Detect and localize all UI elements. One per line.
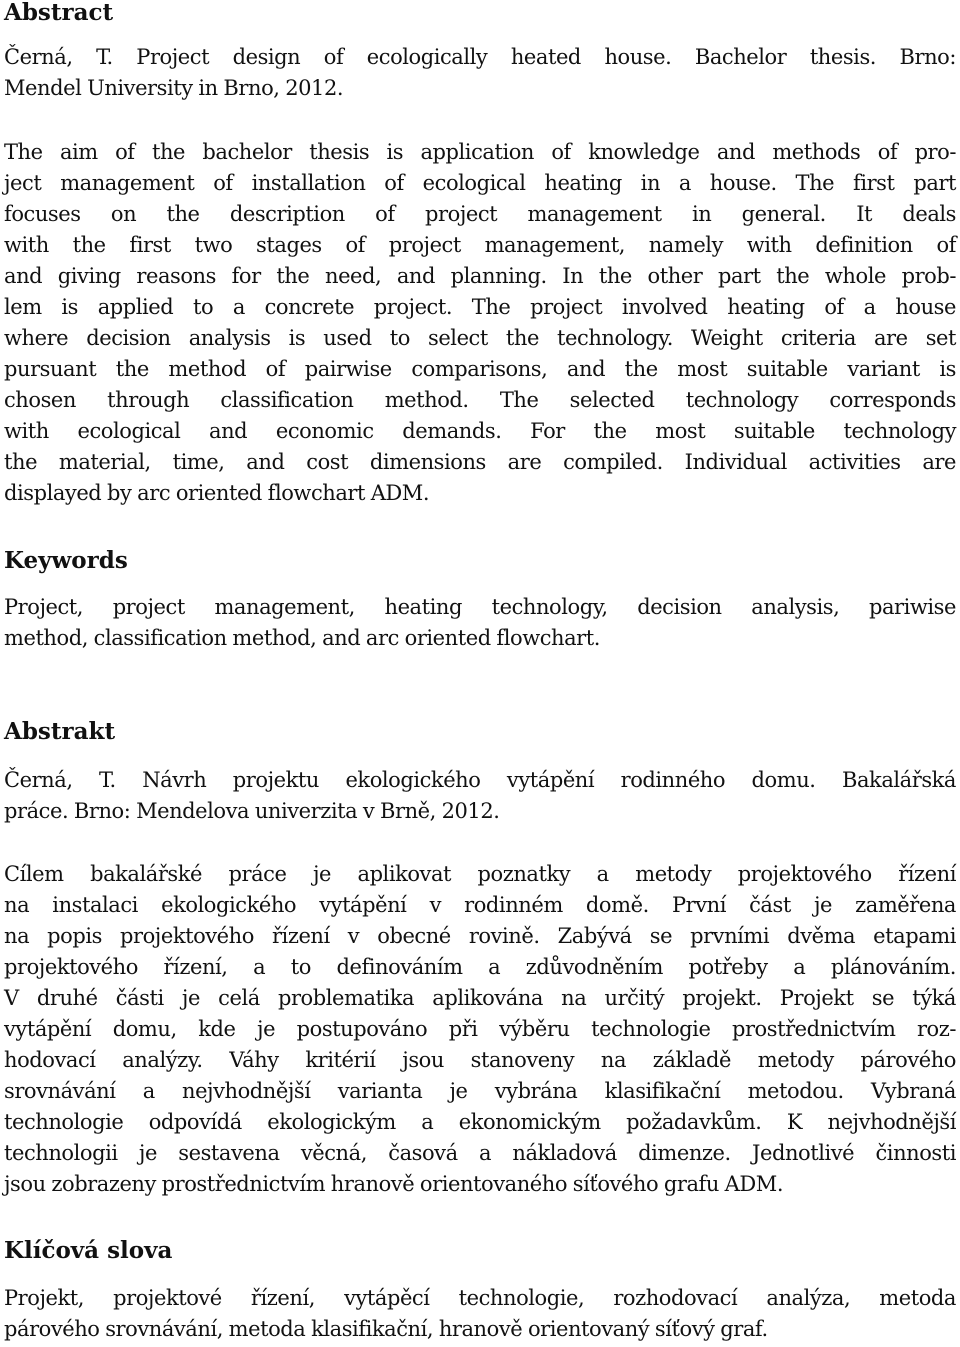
keywords-heading: Keywords (4, 547, 128, 574)
abstrakt-body-line: vytápění domu, kde je postupováno při výběru technologie prostřednictvím roz- (4, 1017, 956, 1041)
keywords-body-line: method, classification method, and arc oriented flowchart. (4, 626, 600, 650)
abstrakt-body-line: technologie odpovídá ekologickým a ekonomickým požadavkům. K nejvhodnější (4, 1110, 956, 1134)
abstract-body-line: focuses on the description of project management in general. It deals (4, 202, 956, 226)
abstrakt-body-line: srovnávání a nejvhodnější varianta je vybrána klasifikační metodou. Vybraná (4, 1079, 956, 1103)
abstract-body-line: ject management of installation of ecological heating in a house. The first part (4, 171, 956, 195)
abstract-citation (4, 42, 956, 104)
klicova-slova-body-line: Projekt, projektové řízení, vytápěcí technologie, rozhodovací analýza, metoda (4, 1286, 956, 1310)
keywords-body (4, 592, 956, 654)
abstract-body-line: the material, time, and cost dimensions are compiled. Individual activities are (4, 450, 956, 474)
abstract-heading: Abstract (4, 0, 114, 26)
abstrakt-body (4, 859, 956, 1200)
abstract-body-line: chosen through classification method. The selected technology corresponds (4, 388, 956, 412)
abstrakt-body-line: projektového řízení, a to definováním a zdůvodněním potřeby a plánováním. (4, 955, 956, 979)
abstract-citation-line: Černá, T. Project design of ecologically heated house. Bachelor thesis. Brno: (4, 45, 956, 69)
abstract-body-line: with ecological and economic demands. For the most suitable technology (4, 419, 956, 443)
abstrakt-heading: Abstrakt (4, 718, 116, 745)
abstrakt-body-line: jsou zobrazeny prostřednictvím hranově orientovaného síťového grafu ADM. (4, 1172, 784, 1196)
abstract-body-line: with the first two stages of project management, namely with definition of (4, 233, 956, 257)
keywords-body-line: Project, project management, heating technology, decision analysis, pariwise (4, 595, 956, 619)
abstract-body-line: displayed by arc oriented flowchart ADM. (4, 481, 430, 505)
abstrakt-body-line: hodovací analýzy. Váhy kritérií jsou stanoveny na základě metody párového (4, 1048, 956, 1072)
abstrakt-citation-line: Černá, T. Návrh projektu ekologického vytápění rodinného domu. Bakalářská (4, 768, 956, 792)
abstract-body-line: lem is applied to a concrete project. The project involved heating of a house (4, 295, 956, 319)
abstract-body (4, 137, 956, 509)
abstrakt-body-line: V druhé části je celá problematika aplikována na určitý projekt. Projekt se týká (4, 986, 956, 1010)
abstrakt-citation-line: práce. Brno: Mendelova univerzita v Brně, 2012. (4, 799, 500, 823)
abstrakt-body-line: na instalaci ekologického vytápění v rodinném domě. První část je zaměřena (4, 893, 956, 917)
abstract-body-line: The aim of the bachelor thesis is application of knowledge and methods of pro- (4, 140, 956, 164)
abstrakt-body-line: na popis projektového řízení v obecné rovině. Zabývá se prvními dvěma etapami (4, 924, 956, 948)
abstract-body-line: pursuant the method of pairwise comparisons, and the most suitable variant is (4, 357, 956, 381)
abstract-body-line: where decision analysis is used to select the technology. Weight criteria are set (4, 326, 956, 350)
abstrakt-citation (4, 765, 956, 827)
abstrakt-body-line: Cílem bakalářské práce je aplikovat poznatky a metody projektového řízení (4, 862, 956, 886)
klicova-slova-heading: Klíčová slova (4, 1237, 173, 1264)
klicova-slova-body-line: párového srovnávání, metoda klasifikační, hranově orientovaný síťový graf. (4, 1317, 768, 1341)
abstract-citation-line: Mendel University in Brno, 2012. (4, 76, 344, 100)
klicova-slova-body (4, 1283, 956, 1345)
abstrakt-body-line: technologii je sestavena věcná, časová a nákladová dimenze. Jednotlivé činnosti (4, 1141, 956, 1165)
abstract-body-line: and giving reasons for the need, and planning. In the other part the whole prob- (4, 264, 956, 288)
